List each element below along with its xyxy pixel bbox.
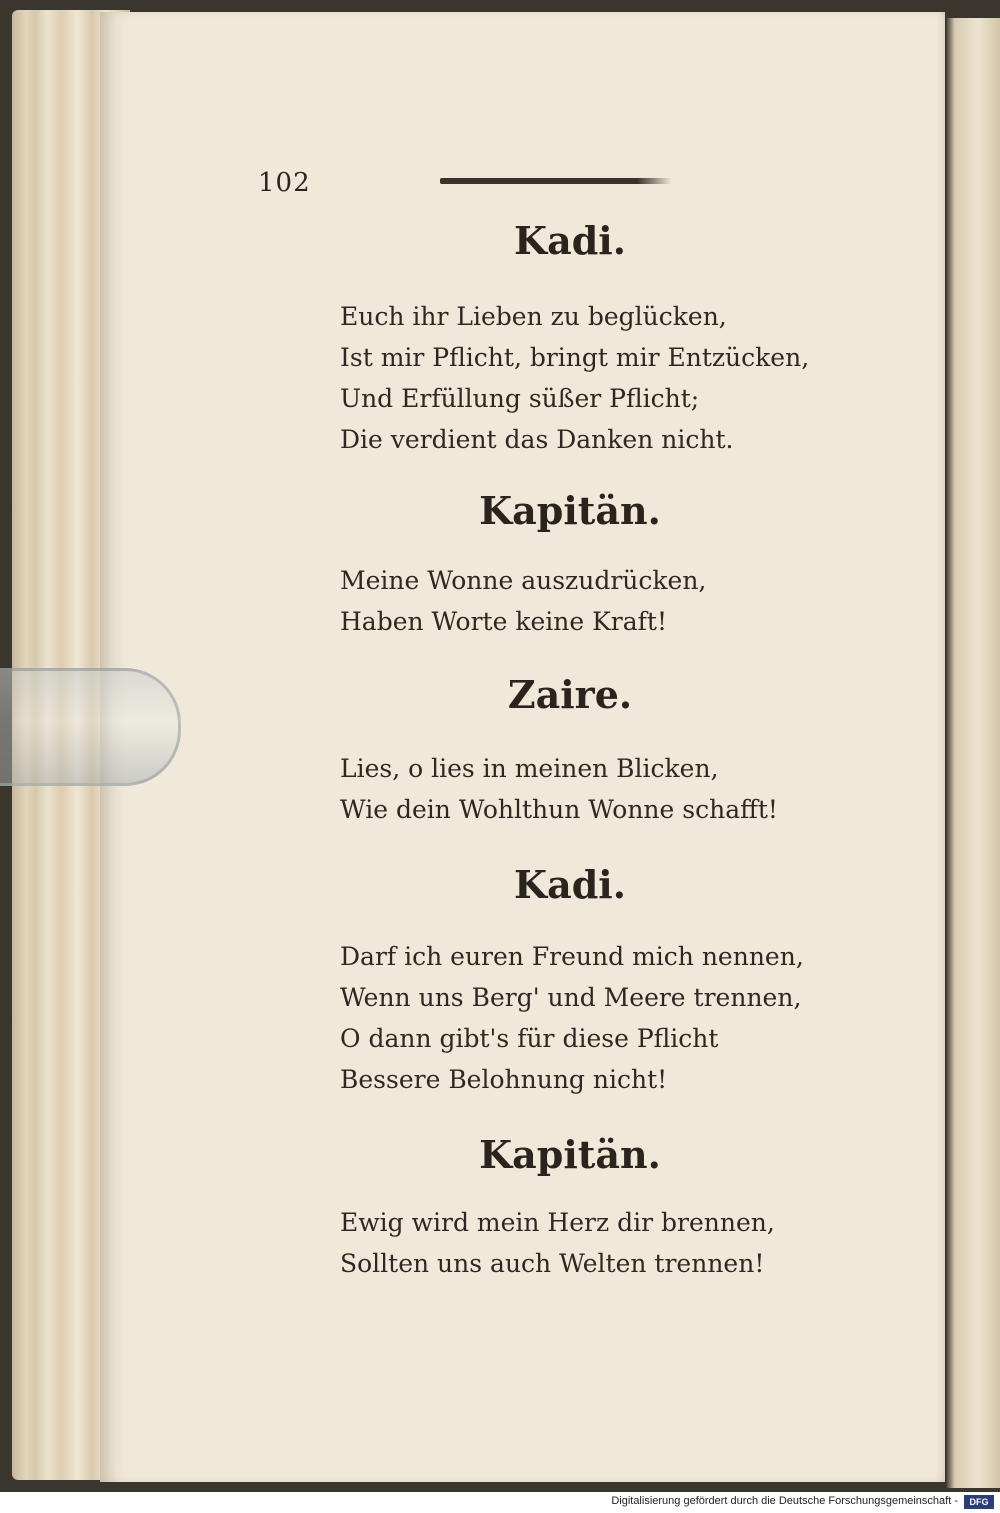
speaker-heading: Kadi.: [514, 218, 626, 263]
page-number: 102: [258, 168, 311, 198]
verse-block: [340, 560, 860, 642]
speaker-heading: Kapitän.: [479, 488, 661, 533]
verse-line: Darf ich euren Freund mich nennen,: [340, 942, 804, 971]
verse-line: Haben Worte keine Kraft!: [340, 607, 668, 636]
verse-line: Ewig wird mein Herz dir brennen,: [340, 1208, 775, 1237]
verse-line: Sollten uns auch Welten trennen!: [340, 1249, 765, 1278]
header-rule: [440, 178, 672, 184]
speaker-heading: Kadi.: [514, 862, 626, 907]
verse-block: [340, 936, 860, 1100]
footer-credit: Digitalisierung gefördert durch die Deutsche Forschungsgemeinschaft -: [611, 1495, 958, 1507]
verse-block: [340, 296, 860, 460]
page-clip: [0, 668, 181, 786]
verse-block: [340, 1202, 860, 1284]
verse-line: Wie dein Wohlthun Wonne schafft!: [340, 795, 778, 824]
facing-page-edge: [945, 18, 1000, 1488]
speaker-heading: Kapitän.: [479, 1132, 661, 1177]
verse-line: Meine Wonne auszudrücken,: [340, 566, 707, 595]
verse-line: Lies, o lies in meinen Blicken,: [340, 754, 719, 783]
verse-line: Bessere Belohnung nicht!: [340, 1065, 668, 1094]
verse-line: Ist mir Pflicht, bringt mir Entzücken,: [340, 343, 810, 372]
verse-block: [340, 748, 860, 830]
verse-line: O dann gibt's für diese Pflicht: [340, 1024, 719, 1053]
verse-line: Euch ihr Lieben zu beglücken,: [340, 302, 727, 331]
verse-line: Und Erfüllung süßer Pflicht;: [340, 384, 700, 413]
dfg-logo: DFG: [964, 1495, 994, 1509]
speaker-heading: Zaire.: [507, 672, 633, 717]
verse-line: Die verdient das Danken nicht.: [340, 425, 734, 454]
footer-bar: [0, 1492, 1000, 1513]
verse-line: Wenn uns Berg' und Meere trennen,: [340, 983, 802, 1012]
